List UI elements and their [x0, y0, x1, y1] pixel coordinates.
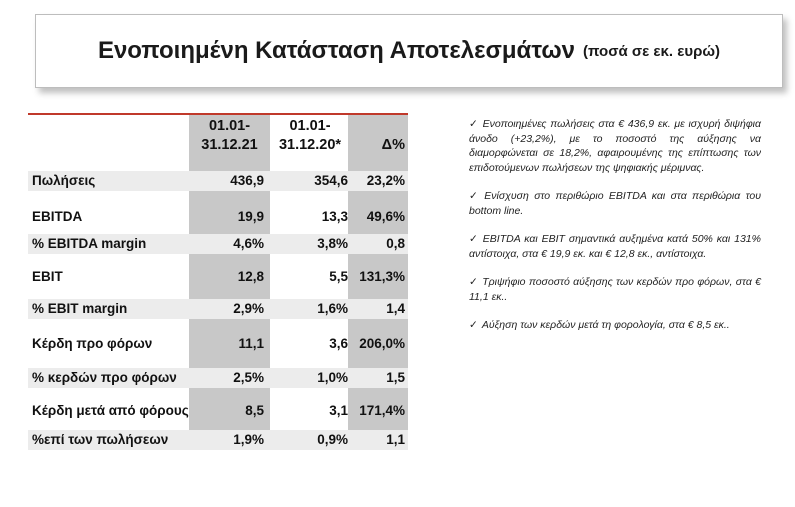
page-subtitle: (ποσά σε εκ. ευρώ) — [582, 42, 721, 60]
header-2020 — [272, 117, 348, 155]
row-value-v2: 13,3 — [321, 209, 348, 224]
note-item — [469, 318, 761, 333]
row-label: EBITDA — [32, 209, 83, 224]
row-value-v2: 3,1 — [329, 403, 348, 418]
note-text: Αύξηση των κερδών μετά τη φορολογία, στα € 8,5 εκ.. — [481, 319, 730, 331]
row-value-v3: 171,4% — [359, 403, 405, 418]
table-row — [28, 430, 408, 450]
check-icon: ✓ — [469, 319, 478, 331]
row-value-v1: 8,5 — [245, 403, 264, 418]
row-value-v3: 0,8 — [386, 236, 405, 251]
results-table — [28, 113, 408, 449]
row-value-v2: 0,9% — [317, 432, 348, 447]
header-delta: Δ% — [381, 137, 405, 153]
row-value-v1: 4,6% — [233, 236, 264, 251]
table-row — [28, 171, 408, 191]
note-item — [469, 117, 761, 175]
row-value-v1: 2,9% — [233, 301, 264, 316]
table-row — [28, 401, 408, 421]
table-row — [28, 234, 408, 254]
check-icon: ✓ — [469, 118, 479, 130]
row-value-v1: 11,1 — [238, 336, 264, 351]
row-label: % κερδών προ φόρων — [32, 370, 177, 385]
header-2021-line1: 01.01- — [208, 118, 251, 134]
notes-panel — [469, 117, 761, 347]
table-row — [28, 334, 408, 354]
row-label: % EBITDA margin — [32, 236, 147, 251]
header-2020-line1: 01.01- — [289, 118, 331, 134]
row-value-v2: 5,5 — [329, 269, 348, 284]
table-row — [28, 299, 408, 319]
title-box — [35, 14, 783, 88]
check-icon: ✓ — [469, 190, 481, 202]
row-value-v2: 3,6 — [329, 336, 348, 351]
note-text: Τριψήφιο ποσοστό αύξησης των κερδών προ φόρων, στα € 11,1 εκ.. — [469, 276, 761, 303]
note-text: EBITDA και EBIT σημαντικά αυξημένα κατά 50% και 131% αντίστοιχα, στα € 19,9 εκ. και € 12,8 εκ., αντίστοιχα. — [469, 233, 761, 260]
notes-list — [469, 117, 761, 333]
table-row — [28, 207, 408, 227]
check-icon: ✓ — [469, 233, 479, 245]
row-value-v3: 206,0% — [359, 336, 405, 351]
row-value-v2: 354,6 — [314, 173, 348, 188]
page-title: Ενοποιημένη Κατάσταση Αποτελεσμάτων — [97, 37, 575, 64]
row-value-v1: 1,9% — [233, 432, 264, 447]
row-label: %επί των πωλήσεων — [32, 432, 169, 447]
row-value-v1: 2,5% — [233, 370, 264, 385]
header-2021 — [189, 117, 270, 155]
row-label: Κέρδη μετά από φόρους — [32, 403, 189, 418]
row-value-v1: 19,9 — [237, 209, 264, 224]
note-item — [469, 275, 761, 304]
note-text: Ενίσχυση στο περιθώριο EBITDA και στα περιθώρια του bottom line. — [469, 190, 761, 217]
row-value-v1: 12,8 — [237, 269, 264, 284]
row-value-v3: 131,3% — [359, 269, 405, 284]
table-row — [28, 267, 408, 287]
check-icon: ✓ — [469, 276, 479, 288]
row-label: Κέρδη προ φόρων — [32, 336, 153, 351]
note-item — [469, 232, 761, 261]
note-text: Ενοποιημένες πωλήσεις στα € 436,9 εκ. με ισχυρή διψήφια άνοδο (+23,2%), με το ποσοστό της αύξησης να διαμορφώνεται σε 18,2%, αφαιρουμένης της επίπτωσης των επιδοτούμενων πωλήσεων της ψηφιακής μέριμνας. — [469, 118, 761, 174]
row-value-v3: 49,6% — [366, 209, 405, 224]
header-2021-line2: 31.12.21 — [201, 137, 258, 153]
row-label: % EBIT margin — [32, 301, 128, 316]
table-row — [28, 368, 408, 388]
row-value-v3: 23,2% — [366, 173, 405, 188]
note-item — [469, 189, 761, 218]
row-value-v2: 3,8% — [317, 236, 348, 251]
header-2020-line2: 31.12.20* — [278, 137, 342, 153]
row-value-v1: 436,9 — [230, 173, 264, 188]
row-value-v3: 1,1 — [386, 432, 405, 447]
row-value-v3: 1,5 — [386, 370, 405, 385]
row-label: EBIT — [32, 269, 63, 284]
row-label: Πωλήσεις — [32, 173, 96, 188]
row-value-v2: 1,0% — [317, 370, 348, 385]
row-value-v3: 1,4 — [386, 301, 405, 316]
row-value-v2: 1,6% — [317, 301, 348, 316]
